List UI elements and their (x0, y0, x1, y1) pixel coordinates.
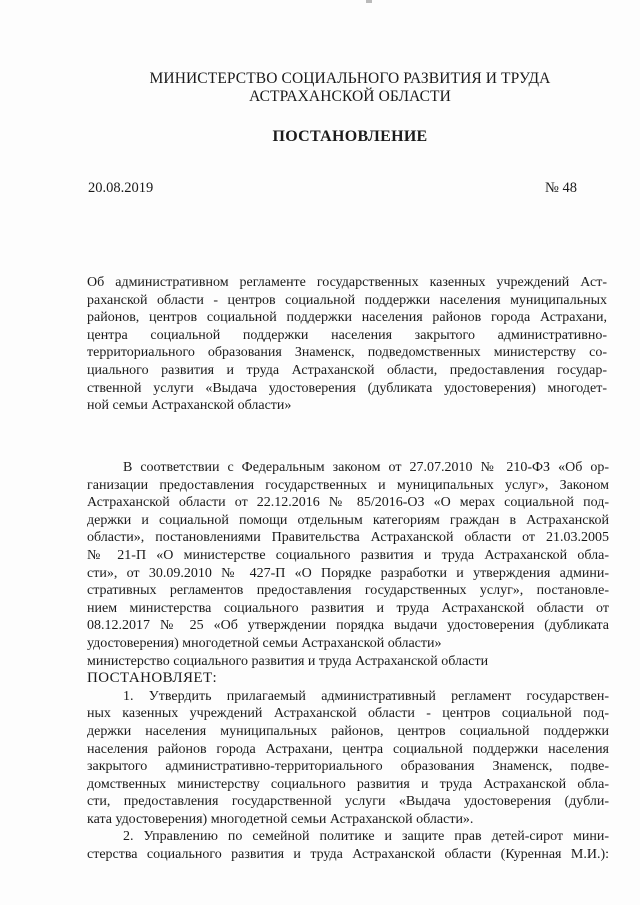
preamble-line: 08.12.2017 № 25 «Об утверждении порядка выдачи удостоверения (дубликата (87, 618, 609, 634)
item-1-line: ных казенных учреждений Астраханской области - центров социальной под- (87, 706, 609, 722)
preamble-line: держки и социальной помощи отдельным категориям граждан в Астраханской (87, 512, 609, 528)
item-2-line: стерства социального развития и труда Астраханской области (Куренная М.И.): (87, 847, 609, 863)
preamble-line: стративных регламентов предоставления государственных услуг», постановле- (87, 583, 609, 599)
subject-line: циального развития и труда Астраханской области, предоставления государ- (87, 362, 607, 378)
item-1-line: домственных министерству социального развития и труда Астраханской обла- (87, 776, 609, 792)
scan-artifact (366, 0, 372, 3)
item-1-line: держки населения муниципальных районов, центров социальной поддержки (87, 723, 609, 739)
subject-line: раханской области - центров социальной поддержки населения муниципальных (87, 292, 607, 308)
ministry-header (90, 70, 610, 106)
preamble-line: ганизации предоставления государственных и муниципальных услуг», Законом (87, 477, 609, 493)
subject-line: территориального образования Знаменск, подведомственных министерству со- (87, 345, 607, 361)
document-date: 20.08.2019 (88, 180, 154, 196)
item-1-line: населения районов города Астрахани, центра социальной поддержки населения (87, 741, 609, 757)
preamble-line: нием министерства социального развития и труда Астраханской области от (87, 600, 609, 616)
ministry-name-line-2: АСТРАХАНСКОЙ ОБЛАСТИ (249, 88, 451, 105)
document-body (87, 459, 609, 864)
item-1-line: 1. Утвердить прилагаемый административный регламент государствен- (123, 688, 609, 704)
subject-line: ной семьи Астраханской области» (87, 398, 292, 414)
preamble-line: Астраханской области от 22.12.2016 № 85/2016-ОЗ «О мерах социальной под- (87, 495, 609, 511)
preamble-line: № 21-П «О министерстве социального развития и труда Астраханской обла- (87, 547, 609, 563)
subject-line: Об административном регламенте государственных казенных учреждений Аст- (87, 275, 607, 290)
preamble-line: В соответствии с Федеральным законом от 27.07.2010 № 210-ФЗ «Об ор- (123, 460, 609, 475)
preamble-line: области», постановлениями Правительства Астраханской области от 21.03.2005 (87, 530, 609, 546)
resolves-heading: ПОСТАНОВЛЯЕТ: (87, 670, 218, 687)
subject-line: районов, центров социальной поддержки населения районов города Астрахани, (87, 310, 607, 326)
item-1-line: закрытого административно-территориального образования Знаменск, подве- (87, 759, 609, 775)
document-type-title: ПОСТАНОВЛЕНИЕ (272, 128, 428, 145)
preamble-line: удостоверения) многодетной семьи Астраханской области» (87, 635, 442, 651)
subject-line: ственной услуги «Выдача удостоверения (дубликата удостоверения) многодет- (87, 380, 607, 396)
ministry-name-line-1: МИНИСТЕРСТВО СОЦИАЛЬНОГО РАЗВИТИЯ И ТРУДА (149, 70, 551, 87)
item-1-line: ката удостоверения) многодетной семьи Астраханской области». (87, 811, 474, 827)
item-1-line: сти, предоставления государственной услуги «Выдача удостоверения (дубли- (87, 794, 609, 810)
preamble-line: министерство социального развития и труда Астраханской области (87, 653, 489, 669)
document-number: № 48 (545, 180, 577, 196)
item-2-line: 2. Управлению по семейной политике и защите прав детей-сирот мини- (123, 829, 609, 845)
preamble-line: сти», от 30.09.2010 № 427-П «О Порядке разработки и утверждения админи- (87, 565, 609, 581)
subject-line: центра социальной поддержки населения закрытого административно- (87, 327, 607, 343)
document-subject (87, 274, 607, 415)
